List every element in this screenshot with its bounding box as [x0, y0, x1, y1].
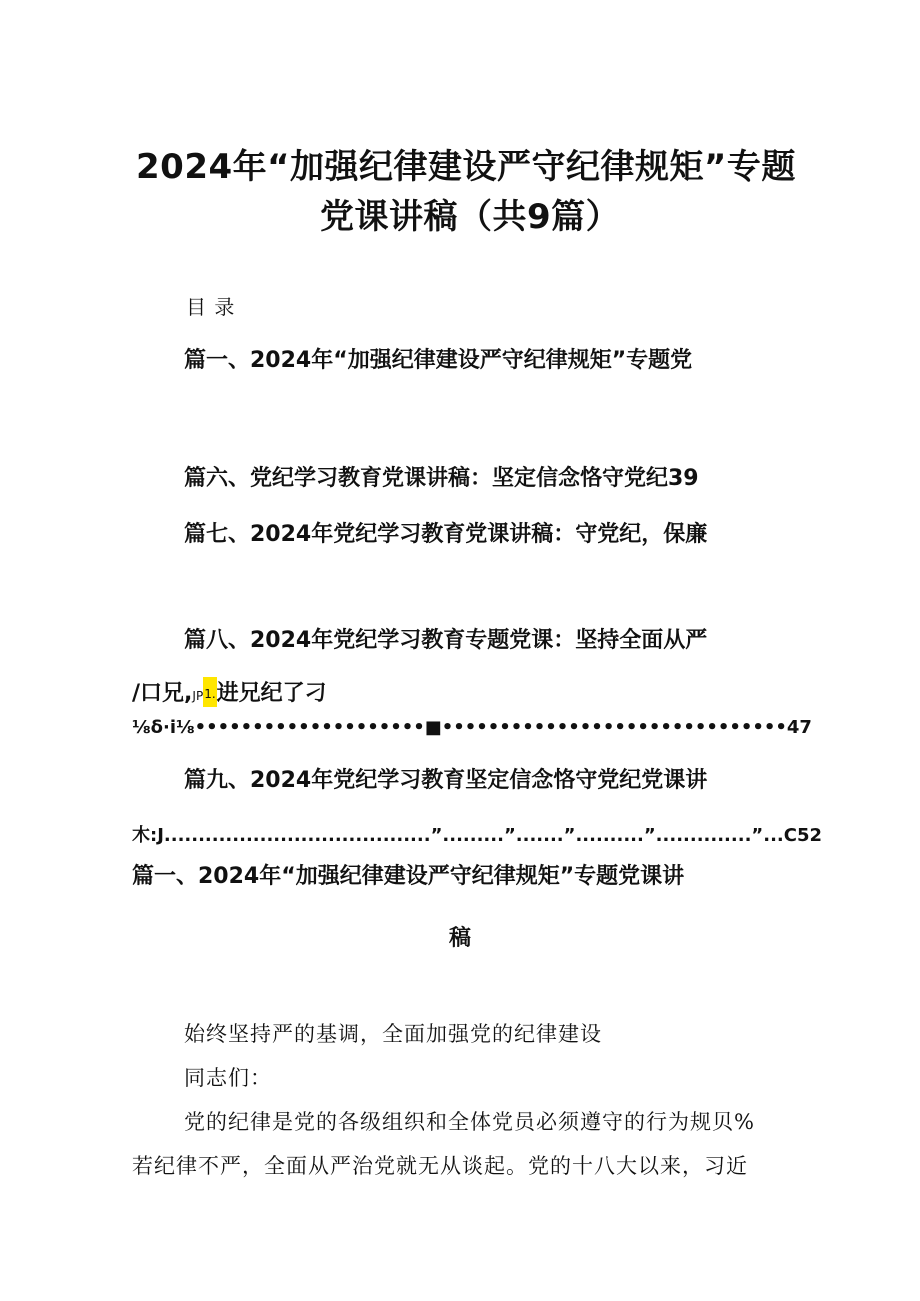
toc-item-6: 篇六、党纪学习教育党课讲稿：坚定信念恪守党纪39: [184, 466, 699, 491]
paragraph-salutation: 同志们：: [184, 1066, 272, 1090]
highlight-mark: 1.: [203, 677, 216, 707]
toc-item-8-continuation: [132, 683, 327, 705]
toc-item-8-cont-small: JP: [192, 689, 204, 703]
toc-item-8-cont-start: /口兄,: [132, 681, 193, 706]
toc-item-9-leader: 木:J.......................................”.........”.......”..........”..............”...C52: [132, 825, 823, 846]
section-heading-line-1: 篇一、2024年“加强纪律建设严守纪律规矩”专题党课讲: [132, 864, 685, 889]
section-heading-line-2: 稿: [449, 926, 472, 951]
toc-item-8: 篇八、2024年党纪学习教育专题党课：坚持全面从严: [184, 628, 708, 653]
paragraph-body-line-2: 若纪律不严，全面从严治党就无从谈起。党的十八大以来，习近: [132, 1154, 748, 1178]
paragraph-subtitle: 始终坚持严的基调，全面加强党的纪律建设: [184, 1022, 602, 1046]
document-title-line-2: 党课讲稿（共9篇）: [320, 197, 621, 237]
toc-item-7: 篇七、2024年党纪学习教育党课讲稿：守党纪，保廉: [184, 522, 708, 547]
toc-item-8-leader: ⅛δ·i⅛••••••••••••••••••••■••••••••••••••••••••••••••••••47: [132, 717, 812, 738]
paragraph-body-line-1: 党的纪律是党的各级组织和全体党员必须遵守的行为规贝%: [184, 1110, 755, 1134]
document-title-line-1: 2024年“加强纪律建设严守纪律规矩”专题: [136, 147, 796, 187]
toc-label: 目 录: [186, 295, 236, 319]
toc-item-8-cont-end: 进兄纪了刁: [216, 681, 327, 706]
toc-item-9: 篇九、2024年党纪学习教育坚定信念恪守党纪党课讲: [184, 768, 708, 793]
toc-item-1: 篇一、2024年“加强纪律建设严守纪律规矩”专题党: [184, 348, 693, 373]
